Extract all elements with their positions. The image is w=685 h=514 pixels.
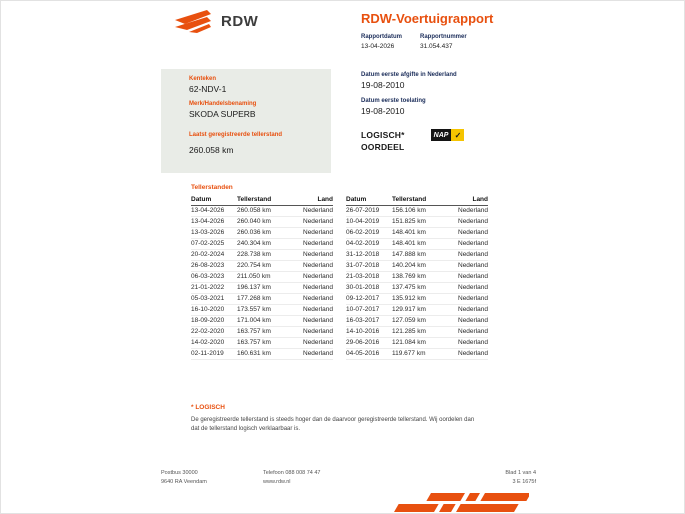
country-cell: Nederland xyxy=(446,239,488,250)
country-cell: Nederland xyxy=(446,272,488,283)
odometer-cell: 140.204 km xyxy=(392,261,446,272)
col-header-datum: Datum xyxy=(346,195,392,206)
kenteken-value: 62-NDV-1 xyxy=(189,84,227,94)
afgifte-value: 19-08-2010 xyxy=(361,80,405,90)
date-cell: 10-07-2017 xyxy=(346,305,392,316)
report-date-label: Rapportdatum xyxy=(361,34,402,40)
tellerstanden-tables xyxy=(191,195,488,360)
date-cell: 13-04-2026 xyxy=(191,206,237,217)
date-cell: 20-02-2024 xyxy=(191,250,237,261)
tellerstand-value: 260.058 km xyxy=(189,145,234,155)
report-number-value: 31.054.437 xyxy=(420,43,453,50)
odometer-table-row xyxy=(191,239,333,250)
odometer-cell: 260.036 km xyxy=(237,228,291,239)
odometer-cell: 148.401 km xyxy=(392,239,446,250)
odometer-cell: 260.058 km xyxy=(237,206,291,217)
kenteken-label: Kenteken xyxy=(189,76,217,82)
country-cell: Nederland xyxy=(291,261,333,272)
odometer-cell: 211.050 km xyxy=(237,272,291,283)
country-cell: Nederland xyxy=(446,283,488,294)
odometer-table-left xyxy=(191,195,333,360)
col-header-tellerstand: Tellerstand xyxy=(237,195,291,206)
tellerstanden-section xyxy=(191,184,488,360)
report-meta xyxy=(361,34,467,50)
date-cell: 22-02-2020 xyxy=(191,327,237,338)
country-cell: Nederland xyxy=(446,305,488,316)
odometer-cell: 220.754 km xyxy=(237,261,291,272)
odometer-table-row xyxy=(346,327,488,338)
odometer-table-row xyxy=(346,316,488,327)
nap-logo-text: NAP xyxy=(431,129,452,141)
dates-panel xyxy=(361,72,493,153)
country-cell: Nederland xyxy=(291,206,333,217)
rdw-logo xyxy=(173,9,258,33)
odometer-table-row xyxy=(191,338,333,349)
date-cell: 05-03-2021 xyxy=(191,294,237,305)
odometer-table-row xyxy=(191,316,333,327)
odometer-cell: 160.631 km xyxy=(237,349,291,360)
odometer-table-row xyxy=(346,217,488,228)
country-cell: Nederland xyxy=(446,250,488,261)
afgifte-label: Datum eerste afgifte in Nederland xyxy=(361,72,457,78)
odometer-table-row xyxy=(346,228,488,239)
odometer-cell: 240.304 km xyxy=(237,239,291,250)
odometer-cell: 260.040 km xyxy=(237,217,291,228)
logisch-footnote xyxy=(191,404,491,433)
date-cell: 04-05-2016 xyxy=(346,349,392,360)
odometer-cell: 135.912 km xyxy=(392,294,446,305)
odometer-table-row xyxy=(191,206,333,217)
footer-contact xyxy=(263,469,466,487)
date-cell: 16-10-2020 xyxy=(191,305,237,316)
col-header-land: Land xyxy=(291,195,333,206)
country-cell: Nederland xyxy=(291,239,333,250)
merk-group xyxy=(189,101,321,119)
odometer-table-row xyxy=(346,305,488,316)
verdict-text xyxy=(361,129,405,153)
merk-value: SKODA SUPERB xyxy=(189,109,256,119)
footer-address xyxy=(161,469,263,487)
rdw-stripes-graphic xyxy=(379,493,529,513)
odometer-cell: 151.825 km xyxy=(392,217,446,228)
date-cell: 10-04-2019 xyxy=(346,217,392,228)
tellerstanden-title: Tellerstanden xyxy=(191,184,233,191)
date-cell: 13-04-2026 xyxy=(191,217,237,228)
odometer-table-right xyxy=(346,195,488,360)
nap-checkmark-icon: ✓ xyxy=(451,129,464,141)
odometer-table-row xyxy=(346,272,488,283)
odometer-cell: 127.059 km xyxy=(392,316,446,327)
date-cell: 26-08-2023 xyxy=(191,261,237,272)
country-cell: Nederland xyxy=(291,316,333,327)
date-cell: 06-02-2019 xyxy=(346,228,392,239)
verdict-line2: OORDEEL xyxy=(361,142,405,152)
odometer-table-row xyxy=(346,239,488,250)
country-cell: Nederland xyxy=(446,228,488,239)
report-number-label: Rapportnummer xyxy=(420,34,467,40)
odometer-table-row xyxy=(346,338,488,349)
odometer-cell: 177.268 km xyxy=(237,294,291,305)
verdict-line1: LOGISCH* xyxy=(361,130,405,140)
odometer-cell: 148.401 km xyxy=(392,228,446,239)
odometer-table-row xyxy=(346,283,488,294)
odometer-table-row xyxy=(191,283,333,294)
date-cell: 26-07-2019 xyxy=(346,206,392,217)
merk-label: Merk/Handelsbenaming xyxy=(189,101,257,107)
odometer-table-row xyxy=(191,261,333,272)
odometer-table-row xyxy=(191,294,333,305)
toelating-group xyxy=(361,98,493,116)
date-cell: 21-03-2018 xyxy=(346,272,392,283)
odometer-cell: 147.888 km xyxy=(392,250,446,261)
footer-page-indicator: Blad 1 van 4 xyxy=(505,470,536,476)
date-cell: 07-02-2025 xyxy=(191,239,237,250)
odometer-cell: 228.738 km xyxy=(237,250,291,261)
odometer-cell: 163.757 km xyxy=(237,327,291,338)
date-cell: 21-01-2022 xyxy=(191,283,237,294)
country-cell: Nederland xyxy=(291,294,333,305)
col-header-land: Land xyxy=(446,195,488,206)
odometer-cell: 138.769 km xyxy=(392,272,446,283)
date-cell: 14-10-2016 xyxy=(346,327,392,338)
nap-logo xyxy=(431,129,465,141)
odometer-table-row xyxy=(191,272,333,283)
report-date-value: 13-04-2026 xyxy=(361,43,395,50)
page-footer xyxy=(161,469,536,487)
date-cell: 16-03-2017 xyxy=(346,316,392,327)
rdw-eagle-icon xyxy=(173,9,215,33)
afgifte-group xyxy=(361,72,493,90)
odometer-table-row xyxy=(191,217,333,228)
country-cell: Nederland xyxy=(446,338,488,349)
country-cell: Nederland xyxy=(291,327,333,338)
footnote-text: De geregistreerde tellerstand is steeds hoger dan de daarvoor geregistreerde tellerstand. Wij oordelen dan dat de tellerstand logisch verklaarbaar is. xyxy=(191,417,475,432)
report-number-group xyxy=(420,34,467,50)
country-cell: Nederland xyxy=(446,261,488,272)
country-cell: Nederland xyxy=(291,272,333,283)
odometer-table-row xyxy=(346,294,488,305)
country-cell: Nederland xyxy=(291,250,333,261)
rdw-logo-text: RDW xyxy=(221,12,259,30)
odometer-cell: 156.106 km xyxy=(392,206,446,217)
footer-website-link[interactable]: www.rdw.nl xyxy=(263,479,291,485)
footer-address-line1: Postbus 30000 xyxy=(161,470,198,476)
footer-address-line2: 9640 RA Veendam xyxy=(161,479,207,485)
date-cell: 09-12-2017 xyxy=(346,294,392,305)
country-cell: Nederland xyxy=(446,206,488,217)
odometer-cell: 196.137 km xyxy=(237,283,291,294)
odometer-table-row xyxy=(346,261,488,272)
odometer-table-row xyxy=(191,250,333,261)
country-cell: Nederland xyxy=(291,283,333,294)
country-cell: Nederland xyxy=(446,217,488,228)
col-header-tellerstand: Tellerstand xyxy=(392,195,446,206)
odometer-cell: 137.475 km xyxy=(392,283,446,294)
date-cell: 31-07-2018 xyxy=(346,261,392,272)
country-cell: Nederland xyxy=(291,217,333,228)
toelating-value: 19-08-2010 xyxy=(361,106,405,116)
verdict-block xyxy=(361,129,493,153)
odometer-cell: 173.557 km xyxy=(237,305,291,316)
odometer-table-row xyxy=(191,305,333,316)
country-cell: Nederland xyxy=(446,327,488,338)
country-cell: Nederland xyxy=(446,294,488,305)
footer-document-code: 3 E 1675f xyxy=(512,479,536,485)
date-cell: 30-01-2018 xyxy=(346,283,392,294)
odometer-cell: 121.084 km xyxy=(392,338,446,349)
odometer-cell: 129.917 km xyxy=(392,305,446,316)
country-cell: Nederland xyxy=(291,305,333,316)
odometer-cell: 163.757 km xyxy=(237,338,291,349)
footer-phone: Telefoon 088 008 74 47 xyxy=(263,470,321,476)
footer-page-info xyxy=(466,469,536,487)
country-cell: Nederland xyxy=(446,349,488,360)
vehicle-panel xyxy=(161,69,331,173)
odometer-table-row xyxy=(346,250,488,261)
odometer-cell: 121.285 km xyxy=(392,327,446,338)
country-cell: Nederland xyxy=(291,228,333,239)
table-header-row xyxy=(191,195,333,206)
odometer-cell: 171.004 km xyxy=(237,316,291,327)
date-cell: 02-11-2019 xyxy=(191,349,237,360)
odometer-table-row xyxy=(346,206,488,217)
odometer-table-row xyxy=(191,327,333,338)
country-cell: Nederland xyxy=(291,349,333,360)
col-header-datum: Datum xyxy=(191,195,237,206)
date-cell: 06-03-2023 xyxy=(191,272,237,283)
table-header-row xyxy=(346,195,488,206)
country-cell: Nederland xyxy=(291,338,333,349)
tellerstand-label: Laatst geregistreerde tellerstand xyxy=(189,132,283,138)
odometer-table-row xyxy=(191,349,333,360)
toelating-label: Datum eerste toelating xyxy=(361,98,426,104)
tellerstand-group xyxy=(189,132,321,155)
date-cell: 04-02-2019 xyxy=(346,239,392,250)
report-date-group xyxy=(361,34,402,50)
date-cell: 29-06-2016 xyxy=(346,338,392,349)
date-cell: 18-09-2020 xyxy=(191,316,237,327)
kenteken-group xyxy=(189,76,321,94)
date-cell: 13-03-2026 xyxy=(191,228,237,239)
date-cell: 14-02-2020 xyxy=(191,338,237,349)
odometer-table-row xyxy=(191,228,333,239)
report-title: RDW-Voertuigrapport xyxy=(361,11,494,26)
odometer-table-row xyxy=(346,349,488,360)
country-cell: Nederland xyxy=(446,316,488,327)
odometer-cell: 119.677 km xyxy=(392,349,446,360)
footnote-title: * LOGISCH xyxy=(191,404,225,411)
date-cell: 31-12-2018 xyxy=(346,250,392,261)
